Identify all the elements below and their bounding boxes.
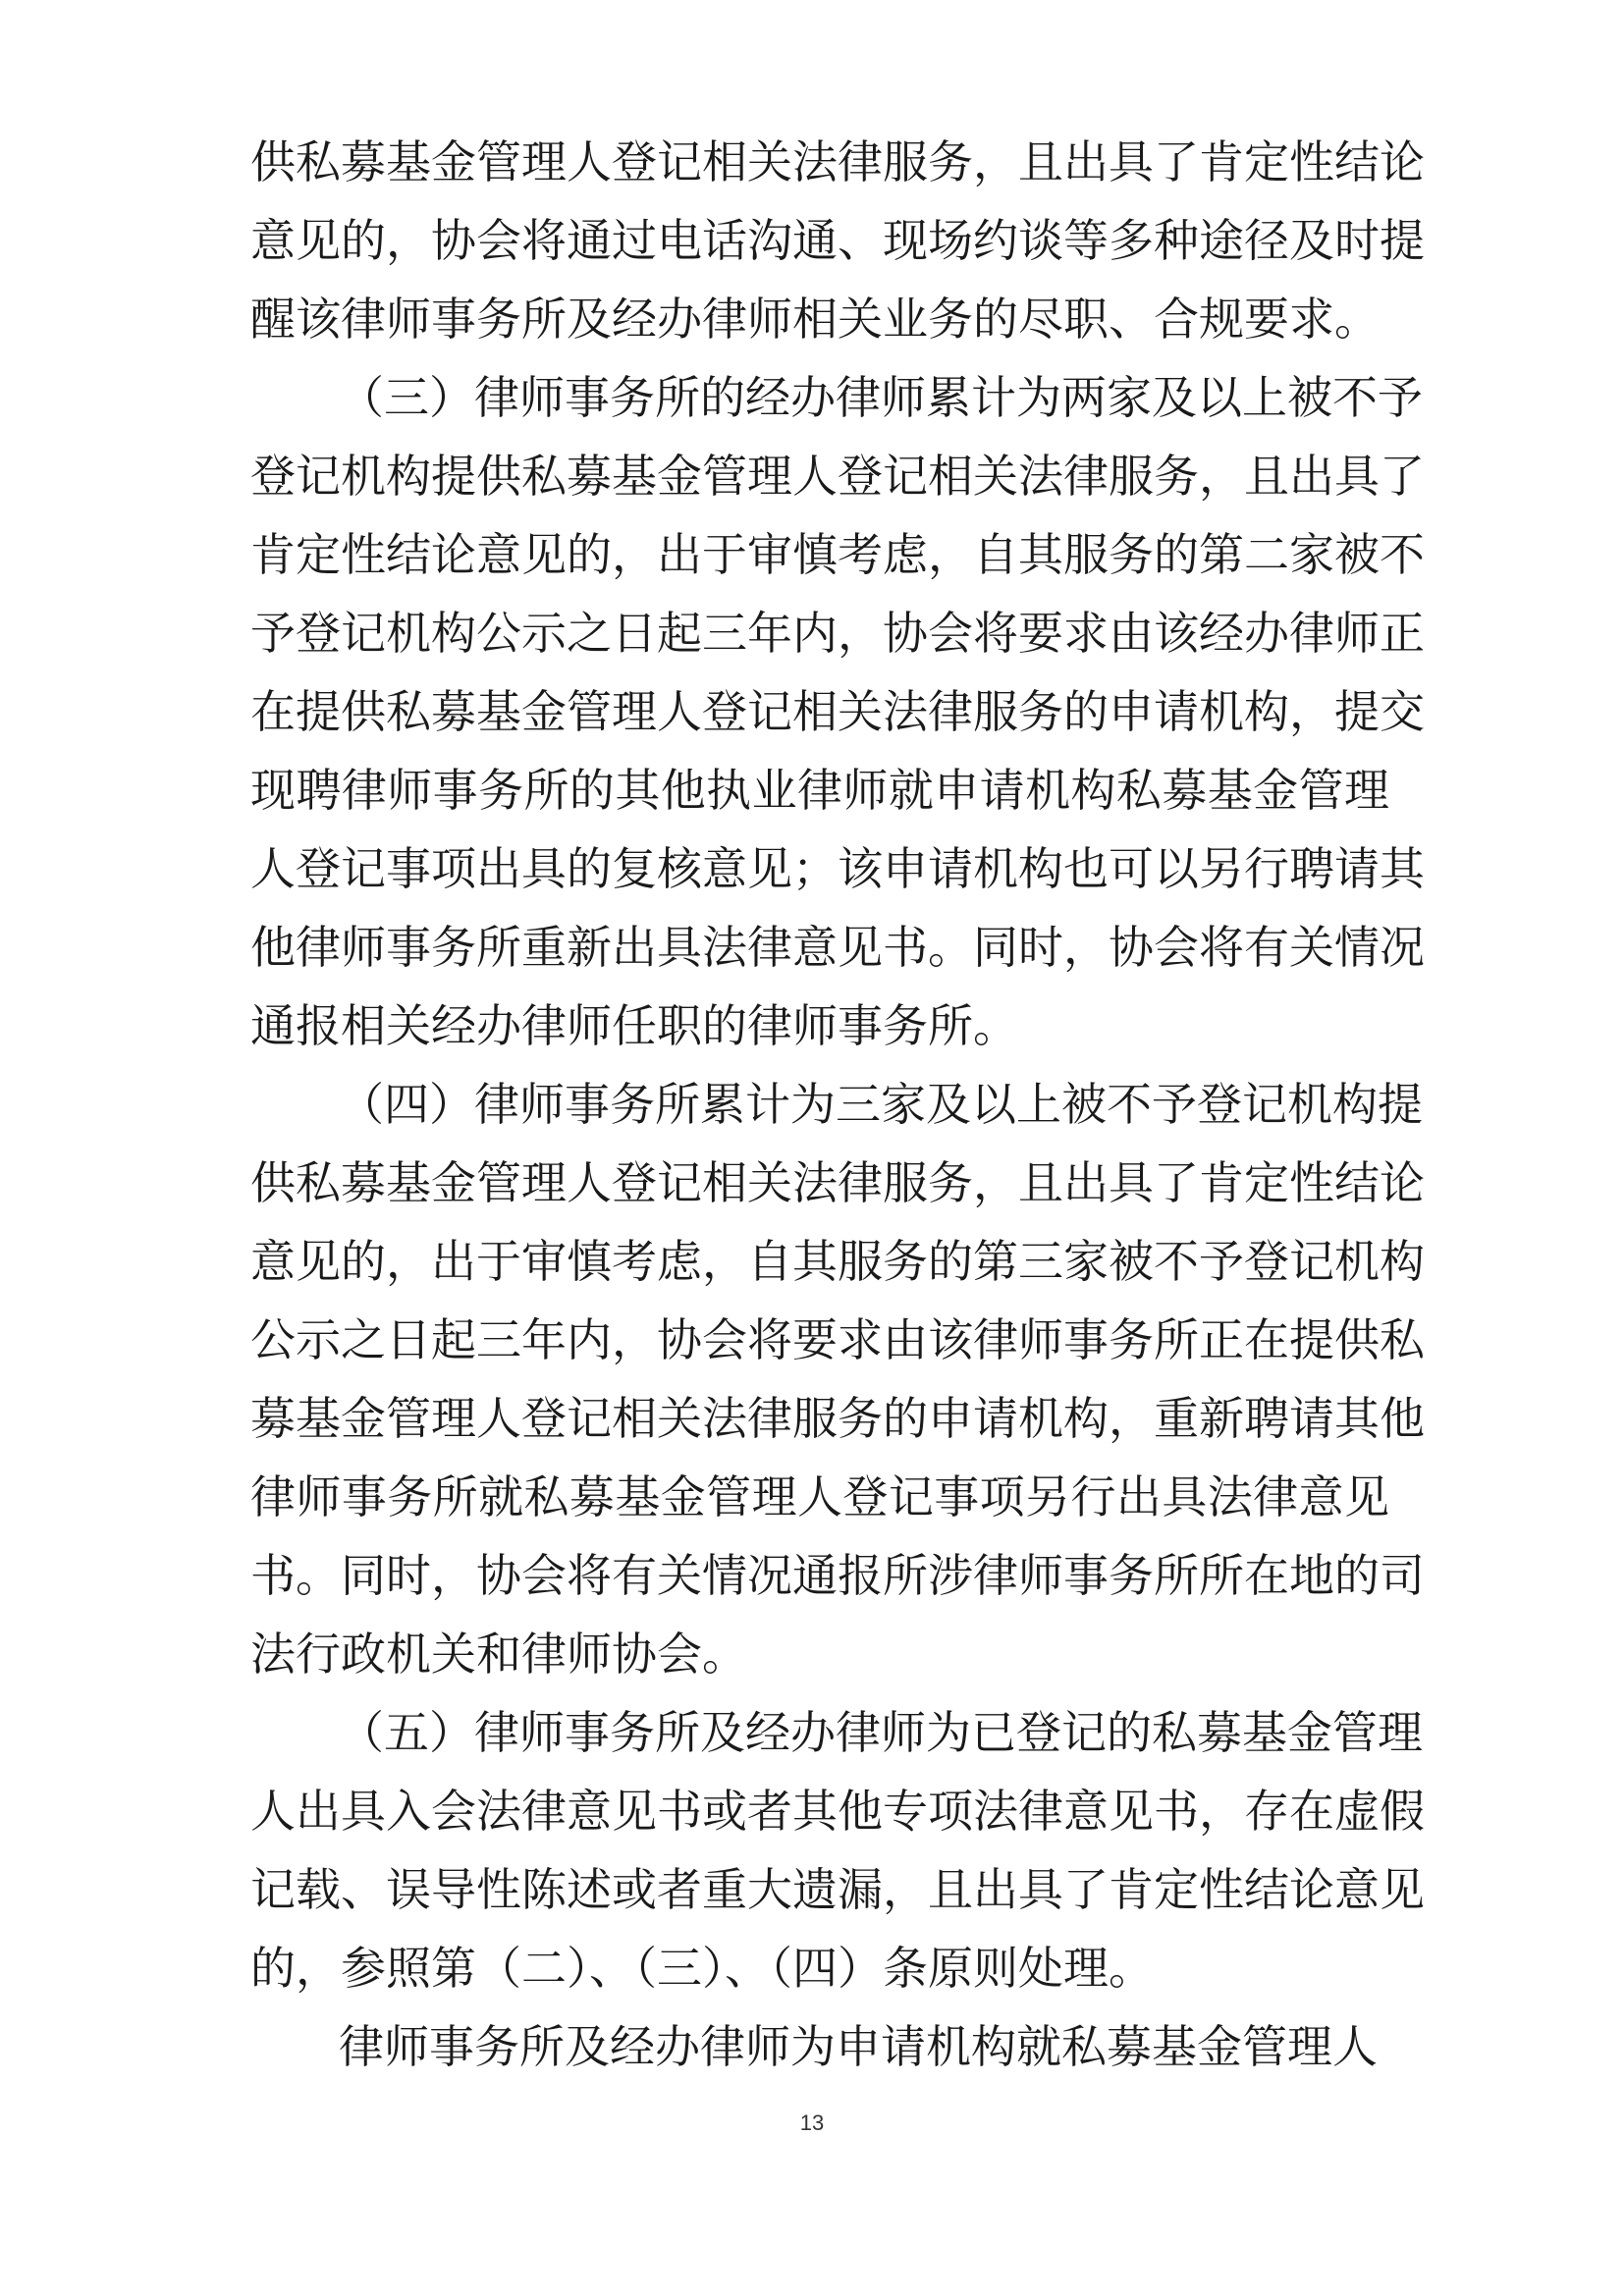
text-line-11: 他律师事务所重新出具法律意见书。同时，协会将有关情况 bbox=[250, 921, 1425, 974]
text-line-12: 通报相关经办律师任职的律师事务所。 bbox=[250, 999, 1018, 1052]
text-line-20: 法行政机关和律师协会。 bbox=[250, 1628, 747, 1681]
text-line-17: 募基金管理人登记相关法律服务的申请机构，重新聘请其他 bbox=[250, 1392, 1425, 1445]
text-line-14: 供私募基金管理人登记相关法律服务，且出具了肯定性结论 bbox=[250, 1156, 1425, 1209]
text-line-19: 书。同时，协会将有关情况通报所涉律师事务所所在地的司 bbox=[250, 1549, 1425, 1602]
text-line-25: 律师事务所及经办律师为申请机构就私募基金管理人 bbox=[339, 2020, 1378, 2073]
text-line-23: 记载、误导性陈述或者重大遗漏，且出具了肯定性结论意见 bbox=[250, 1863, 1425, 1916]
text-line-18: 律师事务所就私募基金管理人登记事项另行出具法律意见 bbox=[250, 1470, 1389, 1523]
text-line-7: 予登记机构公示之日起三年内，协会将要求由该经办律师正 bbox=[250, 607, 1425, 660]
text-line-15: 意见的，出于审慎考虑，自其服务的第三家被不予登记机构 bbox=[250, 1235, 1425, 1288]
text-line-21: （五）律师事务所及经办律师为已登记的私募基金管理 bbox=[339, 1706, 1423, 1759]
page-number: 13 bbox=[799, 2110, 825, 2135]
text-line-8: 在提供私募基金管理人登记相关法律服务的申请机构，提交 bbox=[250, 685, 1425, 738]
text-line-24: 的，参照第（二）、（三）、（四）条原则处理。 bbox=[250, 1942, 1154, 1995]
text-line-16: 公示之日起三年内，协会将要求由该律师事务所正在提供私 bbox=[250, 1313, 1425, 1366]
text-line-5: 登记机构提供私募基金管理人登记相关法律服务，且出具了 bbox=[250, 450, 1425, 503]
text-line-22: 人出具入会法律意见书或者其他专项法律意见书，存在虚假 bbox=[250, 1785, 1425, 1838]
text-line-2: 意见的，协会将通过电话沟通、现场约谈等多种途径及时提 bbox=[250, 214, 1425, 267]
text-line-13: （四）律师事务所累计为三家及以上被不予登记机构提 bbox=[339, 1078, 1423, 1131]
text-line-6: 肯定性结论意见的，出于审慎考虑，自其服务的第二家被不 bbox=[250, 528, 1425, 581]
text-line-9: 现聘律师事务所的其他执业律师就申请机构私募基金管理 bbox=[250, 764, 1389, 817]
text-line-10: 人登记事项出具的复核意见；该申请机构也可以另行聘请其 bbox=[250, 842, 1425, 895]
text-line-3: 醒该律师事务所及经办律师相关业务的尽职、合规要求。 bbox=[250, 293, 1380, 346]
text-line-1: 供私募基金管理人登记相关法律服务，且出具了肯定性结论 bbox=[250, 135, 1425, 188]
text-line-4: （三）律师事务所的经办律师累计为两家及以上被不予 bbox=[339, 371, 1423, 424]
